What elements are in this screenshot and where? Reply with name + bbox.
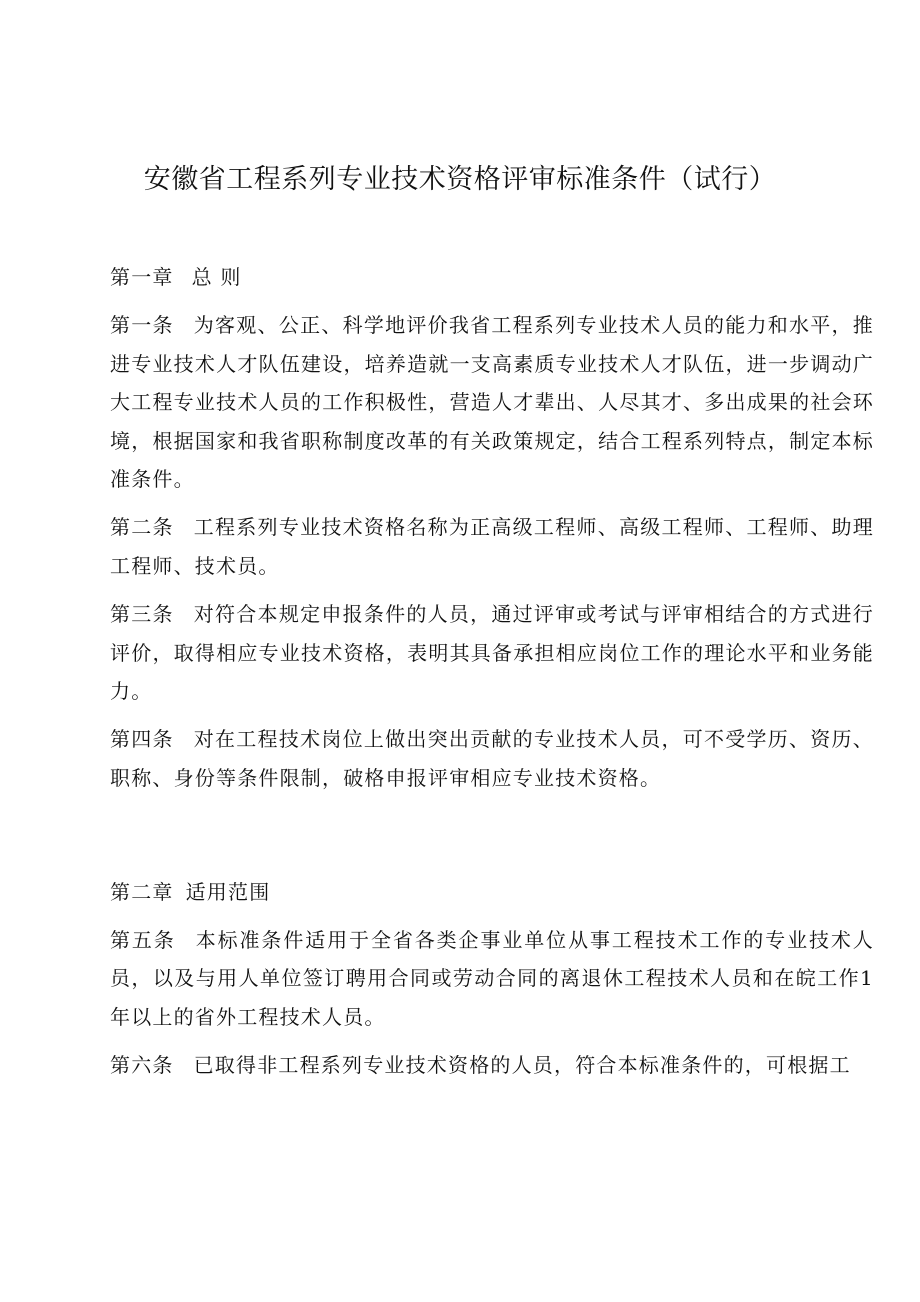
article-text: 本标准条件适用于全省各类企事业单位从事工程技术工作的专业技术人员，以及与用人单位签订聘用合同或劳动合同的离退休工程技术人员和在皖工作1年以上的省外工程技术人员。 [110, 927, 874, 1029]
chapter-spacer [110, 807, 874, 873]
chapter-name: 适用范围 [185, 879, 271, 904]
article-6 [110, 1046, 874, 1094]
article-3 [110, 595, 874, 720]
document-body [110, 258, 874, 1094]
article-label: 第三条 [110, 601, 174, 626]
chapter-2 [110, 873, 874, 1094]
document-title: 安徽省工程系列专业技术资格评审标准条件（试行） [143, 164, 777, 195]
article-4 [110, 720, 874, 807]
article-text: 对在工程技术岗位上做出突出贡献的专业技术人员，可不受学历、资历、职称、身份等条件限制，破格申报评审相应专业技术资格。 [110, 727, 874, 790]
chapter-label: 第二章 [110, 879, 174, 904]
article-label: 第四条 [110, 727, 174, 752]
chapter-name: 总 则 [191, 265, 242, 289]
article-5 [110, 921, 874, 1046]
article-label: 第六条 [110, 1052, 174, 1077]
article-2 [110, 508, 874, 595]
article-label: 第五条 [110, 927, 176, 952]
article-label: 第一条 [110, 312, 174, 337]
chapter-heading [110, 873, 874, 921]
article-label: 第二条 [110, 515, 174, 540]
chapter-1 [110, 258, 874, 807]
article-1 [110, 306, 874, 508]
article-text: 为客观、公正、科学地评价我省工程系列专业技术人员的能力和水平，推进专业技术人才队伍建设，培养造就一支高素质专业技术人才队伍，进一步调动广大工程专业技术人员的工作积极性，营造人才辈出、人尽其才、多出成果的社会环境，根据国家和我省职称制度改革的有关政策规定，结合工程系列特点，制定本标准条件。 [110, 312, 874, 492]
article-text: 工程系列专业技术资格名称为正高级工程师、高级工程师、工程师、助理工程师、技术员。 [110, 515, 874, 578]
article-text: 对符合本规定申报条件的人员，通过评审或考试与评审相结合的方式进行评价，取得相应专业技术资格，表明其具备承担相应岗位工作的理论水平和业务能力。 [110, 601, 874, 704]
chapter-label: 第一章 [110, 265, 174, 289]
chapter-heading [110, 258, 874, 306]
article-text: 已取得非工程系列专业技术资格的人员，符合本标准条件的，可根据工 [193, 1052, 851, 1077]
